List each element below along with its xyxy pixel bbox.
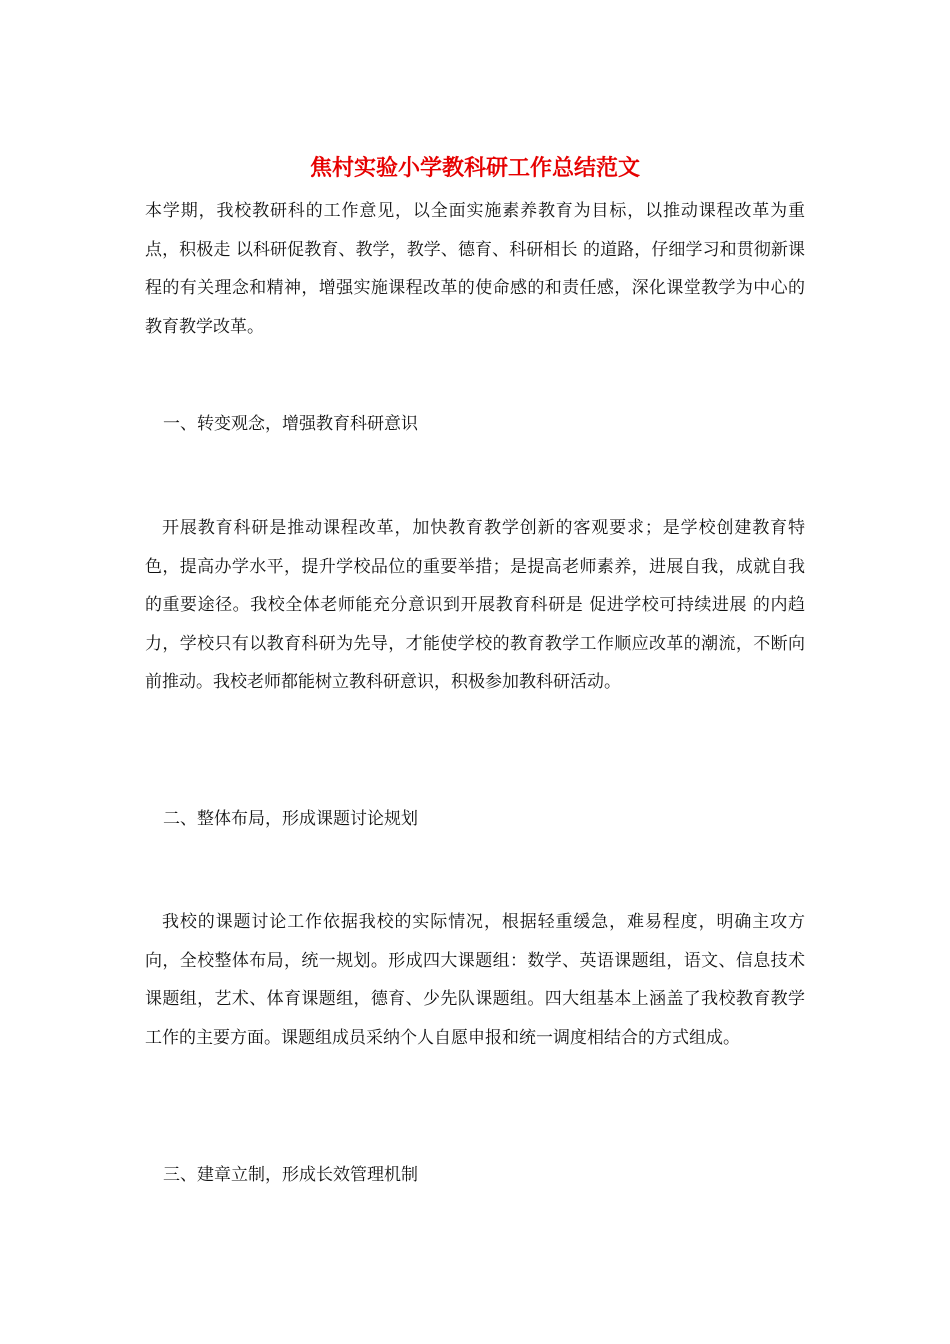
- section-heading-1: 一、转变观念，增强教育科研意识: [163, 414, 418, 434]
- section-heading-3: 三、建章立制，形成长效管理机制: [163, 1165, 418, 1185]
- section-body-2: 我校的课题讨论工作依据我校的实际情况，根据轻重缓急，难易程度，明确主攻方向，全校整体布局，统一规划。形成四大课题组：数学、英语课题组，语文、信息技术课题组，艺术、体育课题组，德育、少先队课题组。四大组基本上涵盖了我校教育教学工作的主要方面。课题组成员采纳个人自愿申报和统一调度相结合的方式组成。: [145, 912, 805, 1048]
- section-heading-2: 二、整体布局，形成课题讨论规划: [163, 809, 418, 829]
- intro-paragraph: 本学期，我校教研科的工作意见，以全面实施素养教育为目标，以推动课程改革为重点，积极走 以科研促教育、教学，教学、德育、科研相长 的道路，仔细学习和贯彻新课程的有关理念和精神，增强实施课程改革的使命感的和责任感，深化课堂教学为中心的教育教学改革。: [145, 201, 805, 337]
- section-body-1: 开展教育科研是推动课程改革，加快教育教学创新的客观要求；是学校创建教育特色，提高办学水平，提升学校品位的重要举措；是提高老师素养，进展自我，成就自我的重要途径。我校全体老师能充分意识到开展教育科研是 促进学校可持续进展 的内趋力，学校只有以教育科研为先导，才能使学校的教育教学工作顺应改革的潮流，不断向前推动。我校老师都能树立教科研意识，积极参加教科研活动。: [145, 518, 805, 692]
- document-title: 焦村实验小学教科研工作总结范文: [309, 155, 640, 181]
